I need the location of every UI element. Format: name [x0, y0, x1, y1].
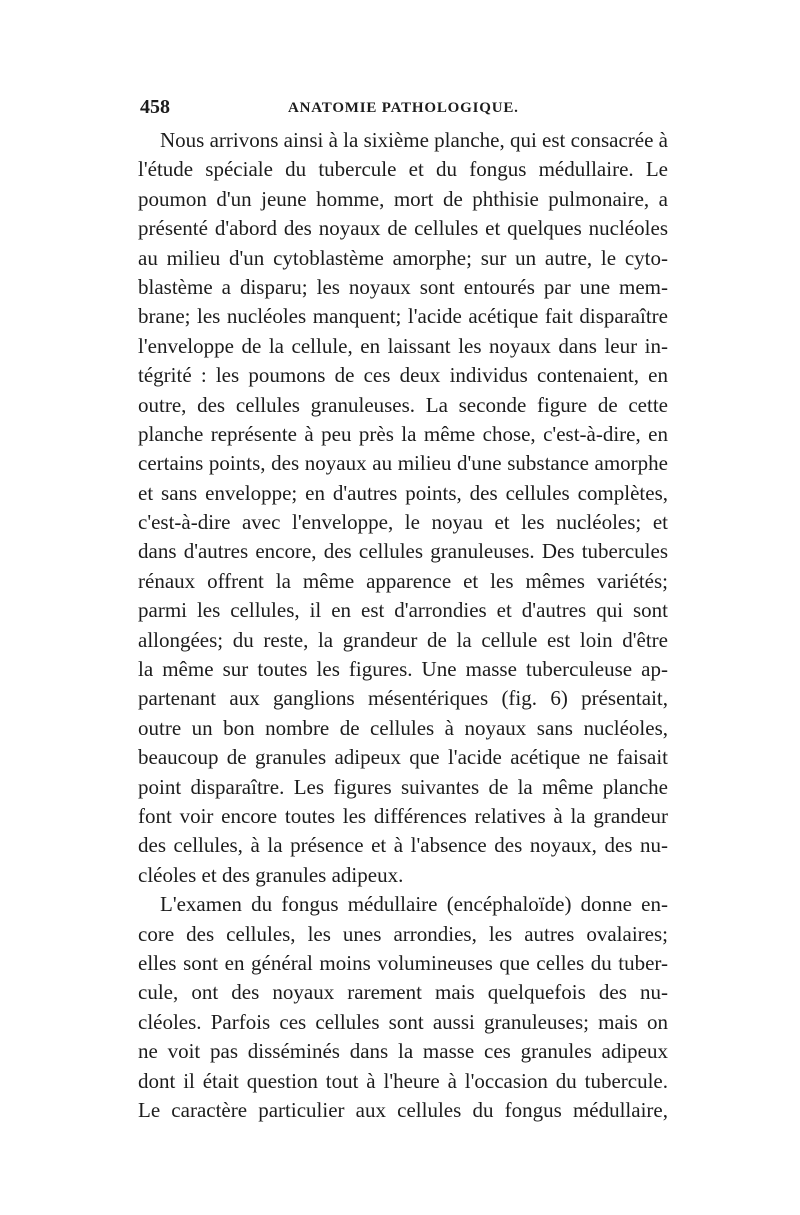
text-line: beaucoup de granules adipeux que l'acide acétique ne faisait: [138, 745, 668, 770]
text-line: la même sur toutes les figures. Une masse tuberculeuse ap-: [138, 657, 668, 682]
text-line: allongées; du reste, la grandeur de la cellule est loin d'être: [138, 627, 668, 652]
text-line: planche représente à peu près la même chose, c'est-à-dire, en: [138, 421, 668, 446]
text-line: cule, ont des noyaux rarement mais quelquefois des nu-: [138, 980, 668, 1005]
text-line: Le caractère particulier aux cellules du fongus médullaire,: [138, 1097, 668, 1122]
text-line: dans d'autres encore, des cellules granuleuses. Des tubercules: [138, 539, 668, 564]
text-line: outre, des cellules granuleuses. La seconde figure de cette: [138, 392, 668, 417]
text-line: elles sont en général moins volumineuses que celles du tuber-: [138, 950, 668, 975]
page-header: [138, 96, 668, 122]
text-line: parmi les cellules, il en est d'arrondies et d'autres qui sont: [138, 598, 668, 623]
text-line: présenté d'abord des noyaux de cellules et quelques nucléoles: [138, 216, 668, 241]
page-number: 458: [140, 96, 170, 118]
text-line: dont il était question tout à l'heure à l'occasion du tubercule.: [138, 1068, 668, 1093]
text-line: core des cellules, les unes arrondies, les autres ovalaires;: [138, 921, 668, 946]
text-line: font voir encore toutes les différences relatives à la grandeur: [138, 803, 668, 828]
text-line: ne voit pas disséminés dans la masse ces granules adipeux: [138, 1039, 668, 1064]
text-line: outre un bon nombre de cellules à noyaux sans nucléoles,: [138, 715, 668, 740]
text-line: au milieu d'un cytoblastème amorphe; sur un autre, le cyto-: [138, 245, 668, 270]
text-line: et sans enveloppe; en d'autres points, des cellules complètes,: [138, 480, 668, 505]
text-line: cléoles et des granules adipeux.: [138, 862, 404, 887]
text-line: l'enveloppe de la cellule, en laissant les noyaux dans leur in-: [138, 333, 668, 358]
text-line: blastème a disparu; les noyaux sont entourés par une mem-: [138, 274, 668, 299]
text-line: des cellules, à la présence et à l'absence des noyaux, des nu-: [138, 833, 668, 858]
text-line: partenant aux ganglions mésentériques (fig. 6) présentait,: [138, 686, 668, 711]
text-line: c'est-à-dire avec l'enveloppe, le noyau et les nucléoles; et: [138, 510, 668, 535]
text-line: poumon d'un jeune homme, mort de phthisie pulmonaire, a: [138, 186, 668, 211]
book-page: [138, 96, 668, 1125]
running-title: ANATOMIE PATHOLOGIQUE.: [288, 100, 519, 116]
text-line: Nous arrivons ainsi à la sixième planche, qui est consacrée à: [160, 128, 668, 152]
text-line: rénaux offrent la même apparence et les mêmes variétés;: [138, 568, 668, 593]
text-line: L'examen du fongus médullaire (encéphaloïde) donne en-: [160, 892, 668, 917]
body-text: [138, 126, 668, 1125]
text-line: brane; les nucléoles manquent; l'acide acétique fait disparaître: [138, 304, 668, 329]
text-line: l'étude spéciale du tubercule et du fongus médullaire. Le: [138, 157, 668, 182]
text-line: tégrité : les poumons de ces deux individus contenaient, en: [138, 363, 668, 388]
text-line: cléoles. Parfois ces cellules sont aussi granuleuses; mais on: [138, 1009, 668, 1034]
text-line: certains points, des noyaux au milieu d'une substance amorphe: [138, 451, 668, 476]
text-line: point disparaître. Les figures suivantes de la même planche: [138, 774, 668, 799]
